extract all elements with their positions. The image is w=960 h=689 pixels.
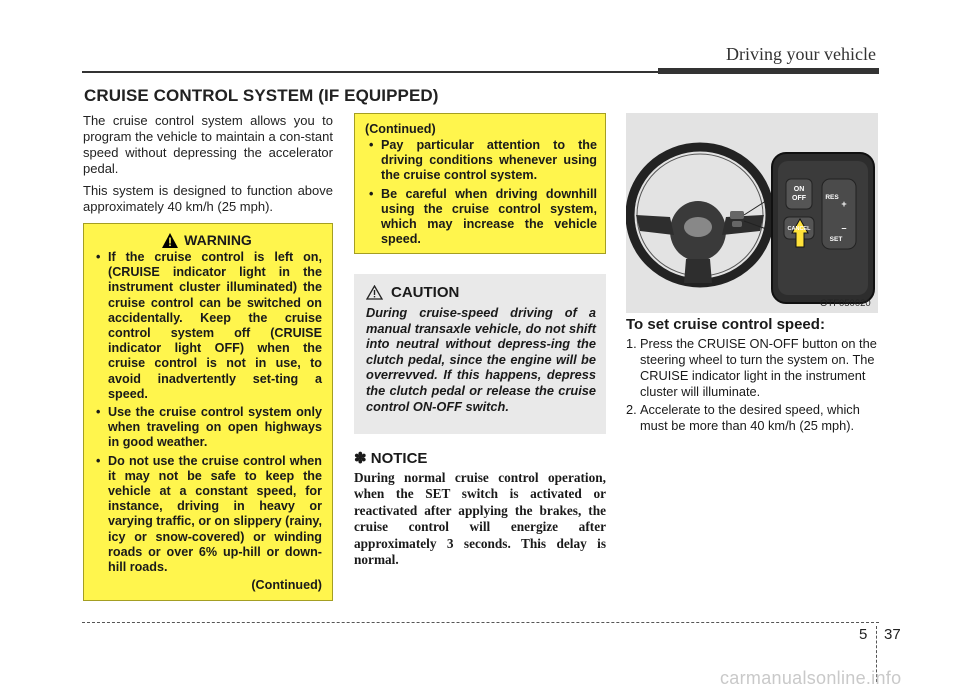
footer-page-number: 37	[884, 626, 901, 643]
cancel-label: CANCEL	[787, 226, 811, 232]
warning-continued: (Continued)	[251, 578, 322, 593]
notice-text: During normal cruise control operation, when the SET switch is activated or reactivated after applying the brakes, the cruise control will energize after approximately 3 seconds. This delay is normal.	[354, 470, 606, 568]
intro-text	[83, 113, 333, 221]
set-label: SET	[829, 236, 843, 243]
header-rule	[82, 71, 879, 73]
caution-text: During cruise-speed driving of a manual transaxle vehicle, do not shift into neutral without depress-ing the clutch pedal, since the engine will be overrevved. If this happens, depress the clutch pedal or release the cruise control ON-OFF switch.	[366, 305, 596, 414]
caution-triangle-icon	[366, 285, 383, 300]
warning-title: WARNING	[184, 232, 252, 248]
header-title: Driving your vehicle	[726, 44, 876, 64]
warning-box	[83, 223, 333, 601]
continued-item: • Be careful when driving downhill using the cruise control system, which may increase the vehicle speed.	[365, 187, 597, 248]
on-label: ON	[793, 186, 805, 193]
notice-title: ✽ NOTICE	[354, 450, 428, 467]
warning-item: • If the cruise control is left on, (CRUISE indicator light in the instrument cluster illuminated) the cruise control can be switched on accidentally. Keep the cruise control system off (CRUISE indicator light OFF) when the cruise control is not in use, to avoid inadvertently set-ting a speed.	[92, 250, 322, 402]
figure-code: OTF050020	[820, 298, 871, 309]
warning-item: • Do not use the cruise control when it may not be safe to keep the vehicle at a constant speed, for instance, driving in heavy or varying traffic, or on slippery (rainy, icy or snow-covered) or winding roads or over 6% up-hill or down-hill roads.	[92, 454, 322, 576]
intro-paragraph: The cruise control system allows you to program the vehicle to maintain a con-stant speed without depressing the accelerator pedal.	[83, 113, 333, 176]
warning-list	[92, 250, 322, 575]
step-item	[626, 336, 878, 400]
steering-wheel-figure	[626, 113, 878, 313]
watermark: carmanualsonline.info	[720, 668, 902, 688]
section-title: CRUISE CONTROL SYSTEM (IF EQUIPPED)	[84, 86, 439, 105]
continued-item: • Pay particular attention to the driving conditions whenever using the cruise control system.	[365, 138, 597, 184]
continued-list	[365, 138, 597, 247]
caution-box	[354, 274, 606, 434]
off-label: OFF	[792, 195, 806, 202]
step-number: 1.	[626, 336, 637, 351]
warning-item: • Use the cruise control system only when traveling on open highways in good weather.	[92, 405, 322, 451]
minus-label: –	[841, 223, 847, 233]
step-item	[626, 402, 878, 434]
steering-wheel-illustration	[626, 113, 878, 313]
footer-chapter-number: 5	[859, 626, 868, 643]
steps-list	[626, 336, 878, 436]
warning-triangle-icon	[162, 233, 178, 248]
step-text: Press the CRUISE ON-OFF button on the steering wheel to turn the system on. The CRUISE indicator light in the instrument cluster will illuminate.	[640, 336, 877, 399]
step-text: Accelerate to the desired speed, which must be more than 40 km/h (25 mph).	[640, 402, 860, 433]
caution-header	[366, 284, 596, 301]
intro-paragraph: This system is designed to function above approximately 40 km/h (25 mph).	[83, 183, 333, 214]
steps-heading: To set cruise control speed:	[626, 316, 825, 333]
continued-head: (Continued)	[365, 122, 436, 136]
footer-rule	[82, 622, 879, 623]
step-number: 2.	[626, 402, 637, 417]
plus-label: +	[841, 199, 847, 209]
res-label: RES	[825, 194, 839, 201]
caution-title: CAUTION	[391, 284, 460, 301]
continued-warning-box	[354, 113, 606, 254]
warning-header	[92, 232, 322, 248]
